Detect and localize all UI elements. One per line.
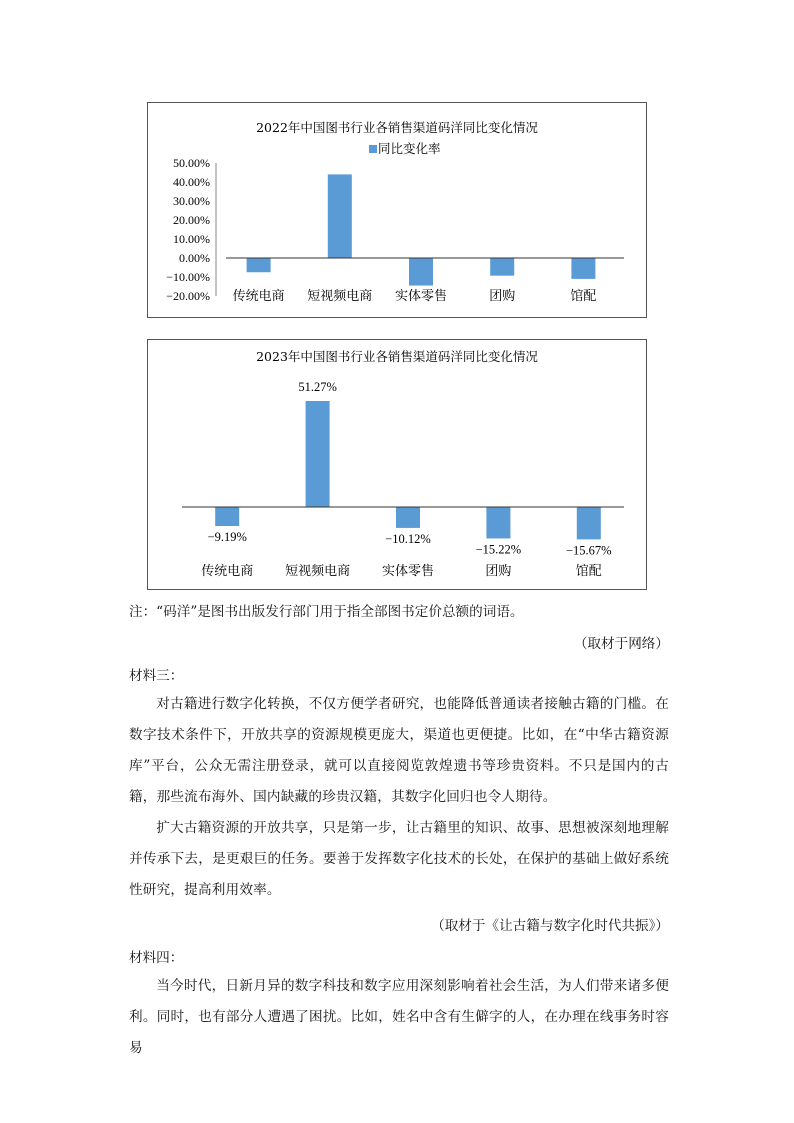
chart-title: 2023年中国图书行业各销售渠道码洋同比变化情况 — [256, 349, 538, 364]
y-tick-label: 40.00% — [173, 175, 210, 189]
y-tick-label: 20.00% — [173, 213, 210, 227]
category-label: 传统电商 — [232, 289, 285, 304]
legend-swatch — [369, 145, 377, 153]
category-label: 团购 — [485, 564, 512, 579]
material3-paragraph-1: 对古籍进行数字化转换，不仅方便学者研究，也能降低普通读者接触古籍的门槛。在数字技术条件下，开放共享的资源规模更庞大，渠道也更便捷。比如，在“中华古籍资源库”平台，公众无需注册登录，就可以直接阅览敦煌遗书等珍贵资料。不只是国内的古籍，那些流布海外、国内缺藏的珍贵汉籍，其数字化回归也令人期待。 — [129, 696, 669, 805]
category-label: 实体零售 — [381, 564, 435, 579]
legend-label: 同比变化率 — [378, 141, 441, 156]
chart-2022-svg — [148, 103, 646, 317]
bar — [247, 258, 271, 272]
y-tick-label: 0.00% — [179, 251, 210, 265]
category-label: 团购 — [489, 289, 516, 304]
chart-2023-svg — [148, 340, 646, 589]
category-label: 传统电商 — [201, 564, 254, 579]
data-label: −15.22% — [475, 542, 522, 557]
y-tick-label: 10.00% — [173, 232, 210, 246]
y-tick-label: 30.00% — [173, 194, 210, 208]
bar — [486, 507, 510, 538]
data-label: −9.19% — [207, 530, 247, 545]
data-label: −15.67% — [566, 543, 612, 558]
category-label: 馆配 — [570, 289, 597, 304]
chart-note: 注：“码洋”是图书出版发行部门用于指全部图书定价总额的词语。 — [129, 604, 524, 620]
bar — [396, 507, 420, 528]
y-tick-label: −20.00% — [166, 289, 210, 303]
material3-heading: 材料三： — [129, 668, 184, 684]
bar — [306, 401, 330, 507]
y-tick-label: −10.00% — [166, 270, 210, 284]
bar — [328, 174, 352, 258]
material3-source: （取材于《让古籍与数字化时代共振》） — [431, 918, 669, 934]
data-label: 51.27% — [298, 380, 337, 394]
chart-title: 2022年中国图书行业各销售渠道码洋同比变化情况 — [256, 120, 538, 135]
chart-2023 — [147, 339, 647, 590]
material3-paragraph-2: 扩大古籍资源的开放共享，只是第一步，让古籍里的知识、故事、思想被深刻地理解并传承下去，是更艰巨的任务。要善于发挥数字化技术的长处，在保护的基础上做好系统性研究，提高利用效率。 — [129, 820, 669, 898]
bar — [490, 258, 514, 276]
bar — [215, 507, 239, 526]
category-label: 馆配 — [575, 564, 602, 579]
data-label: −10.12% — [385, 531, 431, 546]
y-tick-label: 50.00% — [173, 156, 210, 170]
bar — [571, 258, 595, 279]
category-label: 短视频电商 — [307, 289, 373, 304]
bar — [409, 258, 433, 286]
chart-2022 — [147, 102, 647, 318]
category-label: 短视频电商 — [285, 564, 351, 579]
bar — [577, 507, 601, 539]
material4-paragraph-1: 当今时代，日新月异的数字科技和数字应用深刻影响着社会生活，为人们带来诸多便利。同时，也有部分人遭遇了困扰。比如，姓名中含有生僻字的人，在办理在线事务时容易 — [129, 978, 669, 1056]
source-web: （取材于网络） — [573, 636, 669, 652]
category-label: 实体零售 — [394, 289, 448, 304]
material4-heading: 材料四： — [129, 950, 184, 966]
